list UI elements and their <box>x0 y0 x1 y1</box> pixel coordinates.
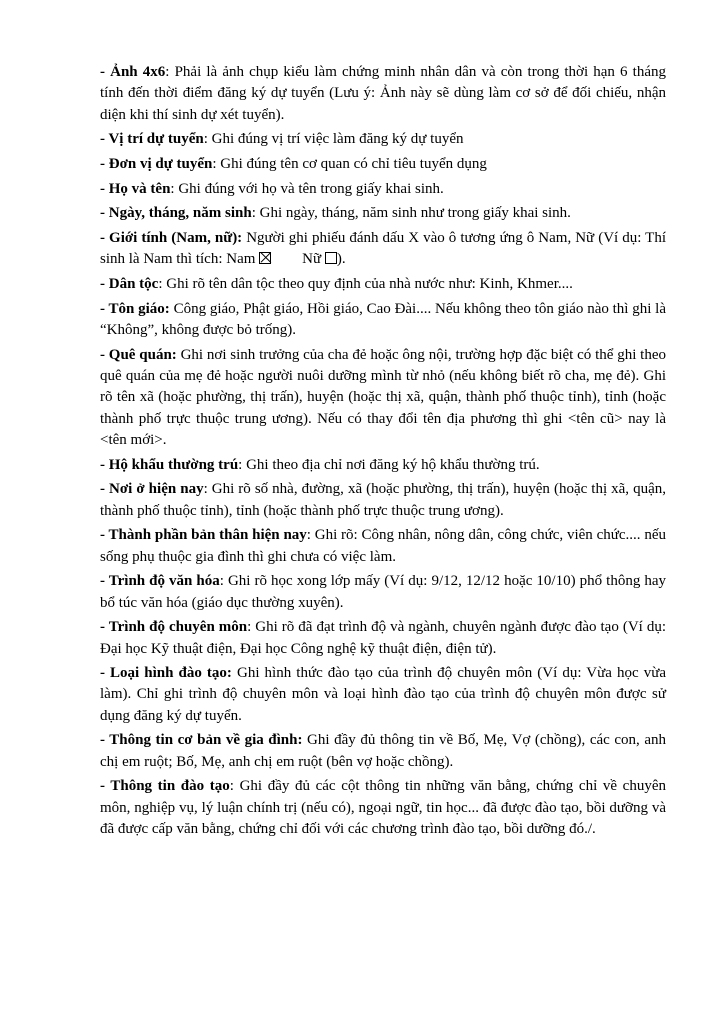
paragraph-noi-o-hien-nay <box>100 479 666 522</box>
paragraph-label: - Đơn vị dự tuyển <box>100 155 213 172</box>
paragraph-text: : Ghi ngày, tháng, năm sinh như trong giấy khai sinh. <box>251 205 571 222</box>
paragraph-label: - Dân tộc <box>100 276 159 293</box>
checkbox-nam-checked-icon <box>259 252 271 264</box>
paragraph-ton-giao <box>100 299 666 342</box>
paragraph-text: Người ghi phiếu đánh dấu X vào ô tương ứng ô Nam, Nữ (Ví dụ: Thí sinh là Nam thì tích: Nam <box>100 230 666 268</box>
paragraph-label: - Tôn giáo: <box>100 300 170 317</box>
paragraph-loai-hinh-dao-tao <box>100 663 666 727</box>
paragraph-label: - Vị trí dự tuyển <box>100 131 204 148</box>
paragraph-text: : Ghi rõ đã đạt trình độ và ngành, chuyên ngành được đào tạo (Ví dụ: Đại học Kỹ thuật điện, Đại học Công nghệ kỹ thuật điện, điện tử). <box>100 619 666 657</box>
paragraph-label: - Thành phần bản thân hiện nay <box>100 527 307 544</box>
paragraph-ngay-thang-nam-sinh <box>100 203 666 224</box>
paragraph-label: - Ngày, tháng, năm sinh <box>100 205 252 222</box>
paragraph-text: ). <box>336 251 346 268</box>
paragraph-thong-tin-dao-tao <box>100 776 666 840</box>
paragraph-label: - Thông tin cơ bản về gia đình: <box>100 732 303 749</box>
paragraph-text: : Ghi đầy đủ các cột thông tin những văn bằng, chứng chỉ về chuyên môn, nghiệp vụ, lý luận chính trị (nếu có), ngoại ngữ, tin học... đã được đào tạo, bồi dưỡng và đã được cấp văn bằng, chứng chỉ đối với các chương trình đào tạo, bồi dưỡng đó./. <box>100 778 666 838</box>
paragraph-label: - Loại hình đào tạo: <box>100 665 232 682</box>
paragraph-thanh-phan-ban-than <box>100 525 666 568</box>
paragraph-text: : Ghi đúng vị trí việc làm đăng ký dự tuyển <box>203 131 464 148</box>
paragraph-text: : Phải là ảnh chụp kiểu làm chứng minh nhân dân và còn trong thời hạn 6 tháng tính đến thời điểm đăng ký dự tuyển (Lưu ý: Ảnh này sẽ dùng làm cơ sở để đối chiếu, nhận diện khi thí sinh dự xét tuyển). <box>100 64 666 123</box>
paragraph-ho-khau-thuong-tru <box>100 455 666 476</box>
paragraph-label: - Giới tính (Nam, nữ): <box>100 230 243 247</box>
paragraph-label: - Họ và tên <box>100 180 171 197</box>
paragraph-trinh-do-chuyen-mon <box>100 617 666 660</box>
paragraph-don-vi-du-tuyen <box>100 154 666 175</box>
paragraph-dan-toc <box>100 274 666 295</box>
paragraph-text: Nữ <box>302 251 325 268</box>
paragraph-que-quan <box>100 345 666 451</box>
paragraph-text: : Ghi rõ số nhà, đường, xã (hoặc phường, thị trấn), huyện (hoặc thị xã, quận, thành phố thuộc tỉnh), tỉnh (hoặc thành phố trực thuộc trung ương). <box>100 481 666 519</box>
paragraph-text: : Ghi rõ tên dân tộc theo quy định của nhà nước như: Kinh, Khmer.... <box>158 276 573 293</box>
paragraph-text: : Ghi rõ học xong lớp mấy (Ví dụ: 9/12, 12/12 hoặc 10/10) phổ thông hay bổ túc văn hóa (giáo dục thường xuyên). <box>100 573 667 611</box>
paragraph-text: : Ghi đúng tên cơ quan có chỉ tiêu tuyển dụng <box>212 155 487 172</box>
paragraph-gioi-tinh <box>100 228 666 271</box>
paragraph-text: Ghi hình thức đào tạo của trình độ chuyên môn (Ví dụ: Vừa học vừa làm). Chỉ ghi trình độ chuyên môn và loại hình đào tạo của trình độ chuyên môn được sử dụng đăng ký dự tuyển. <box>100 665 666 724</box>
paragraph-label: - Ảnh 4x6 <box>100 64 166 80</box>
paragraph-vi-tri-du-tuyen <box>100 129 666 150</box>
paragraph-anh-4x6 <box>100 62 666 126</box>
paragraph-text: Công giáo, Phật giáo, Hồi giáo, Cao Đài.... Nếu không theo tôn giáo nào thì ghi là “Không”, không được bỏ trống). <box>100 300 667 338</box>
paragraph-ho-va-ten <box>100 179 666 200</box>
paragraph-text: Ghi đầy đủ thông tin về Bố, Mẹ, Vợ (chồng), các con, anh chị em ruột; Bố, Mẹ, anh chị em ruột (bên vợ hoặc chồng). <box>100 732 666 770</box>
paragraph-label: - Trình độ văn hóa <box>100 573 220 590</box>
paragraph-thong-tin-gia-dinh <box>100 730 666 773</box>
paragraph-label: - Hộ khẩu thường trú <box>100 456 239 473</box>
checkbox-nu-empty-icon <box>325 252 337 264</box>
paragraph-trinh-do-van-hoa <box>100 571 666 614</box>
paragraph-label: - Trình độ chuyên môn <box>100 619 248 636</box>
paragraph-text: Ghi nơi sinh trưởng của cha đẻ hoặc ông nội, trường hợp đặc biệt có thể ghi theo quê quán của mẹ đẻ hoặc người nuôi dưỡng mình từ nhỏ (nếu không biết rõ cha, mẹ đẻ). Ghi rõ tên xã (hoặc phường, thị trấn), huyện (hoặc thị xã, quận, thành phố thuộc tỉnh), tỉnh (hoặc thành phố trực thuộc trung ương). Nếu có thay đổi tên địa phương thì ghi <tên cũ> nay là <tên mới>. <box>100 346 667 448</box>
paragraph-text: : Ghi rõ: Công nhân, nông dân, công chức, viên chức.... nếu sống phụ thuộc gia đình thì ghi chưa có việc làm. <box>100 527 667 565</box>
paragraph-label: - Quê quán: <box>100 346 177 363</box>
paragraph-text: : Ghi theo địa chỉ nơi đăng ký hộ khẩu thường trú. <box>238 456 540 473</box>
paragraph-label: - Thông tin đào tạo <box>100 778 230 795</box>
paragraph-text: : Ghi đúng với họ và tên trong giấy khai sinh. <box>170 180 444 197</box>
paragraph-label: - Nơi ở hiện nay <box>100 481 204 498</box>
